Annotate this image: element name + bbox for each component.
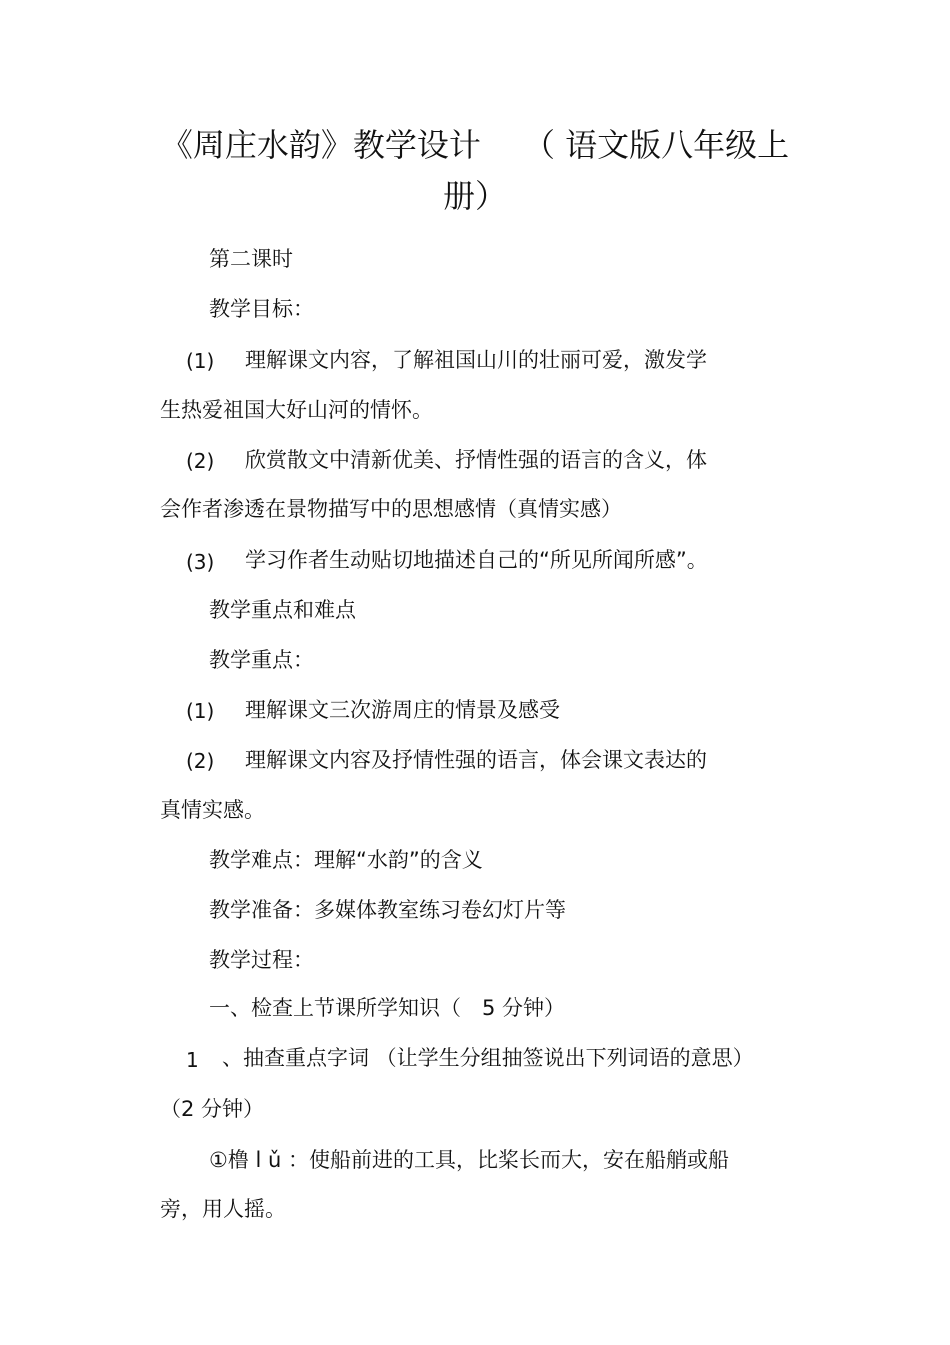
objective-2-text: 欣赏散文中清新优美、抒情性强的语言的含义，体: [245, 448, 707, 472]
process-heading: 教学过程：: [209, 948, 314, 972]
objectives-heading: 教学目标：: [209, 297, 314, 321]
objective-1-text: 理解课文内容，了解祖国山川的壮丽可爱，激发学: [245, 348, 707, 372]
key-points-heading: 教学重点和难点: [209, 598, 356, 622]
document-title-line-1: 《周庄水韵》教学设计 （ 语文版八年级上: [160, 126, 790, 164]
key-point-2-continuation: 真情实感。: [160, 798, 265, 822]
key-point-2-text: 理解课文内容及抒情性强的语言，体会课文表达的: [245, 748, 707, 772]
preparation-line: 教学准备：多媒体教室练习卷幻灯片等: [209, 898, 566, 922]
lesson-label: 第二课时: [209, 247, 293, 271]
objective-2-number: (2): [186, 449, 215, 473]
step-1-number: 1: [186, 1048, 199, 1072]
key-point-2-number: (2): [186, 749, 215, 773]
section-1-heading: 一、检查上节课所学知识（ 5 分钟）: [209, 996, 566, 1020]
key-point-1-number: (1): [186, 699, 215, 723]
objective-1-continuation: 生热爱祖国大好山河的情怀。: [160, 398, 433, 422]
vocab-1-continuation: 旁，用人摇。: [160, 1197, 286, 1221]
objective-3-text: 学习作者生动贴切地描述自己的“所见所闻所感”。: [245, 548, 708, 572]
objective-2-continuation: 会作者渗透在景物描写中的思想感情（真情实感）: [160, 497, 622, 521]
objective-3-number: (3): [186, 550, 215, 574]
document-title-line-2: 册）: [442, 177, 507, 215]
key-point-1-text: 理解课文三次游周庄的情景及感受: [245, 698, 560, 722]
key-points-subheading: 教学重点：: [209, 648, 314, 672]
step-1-text: 、抽查重点字词 （让学生分组抽签说出下列词语的意思）: [222, 1046, 754, 1070]
difficulty-line: 教学难点：理解“水韵”的含义: [209, 848, 483, 872]
step-1-continuation: （2 分钟）: [160, 1097, 265, 1121]
vocab-1-text: ①橹 l ǔ ：使船前进的工具，比桨长而大，安在船艄或船: [209, 1148, 729, 1172]
objective-1-number: (1): [186, 349, 215, 373]
